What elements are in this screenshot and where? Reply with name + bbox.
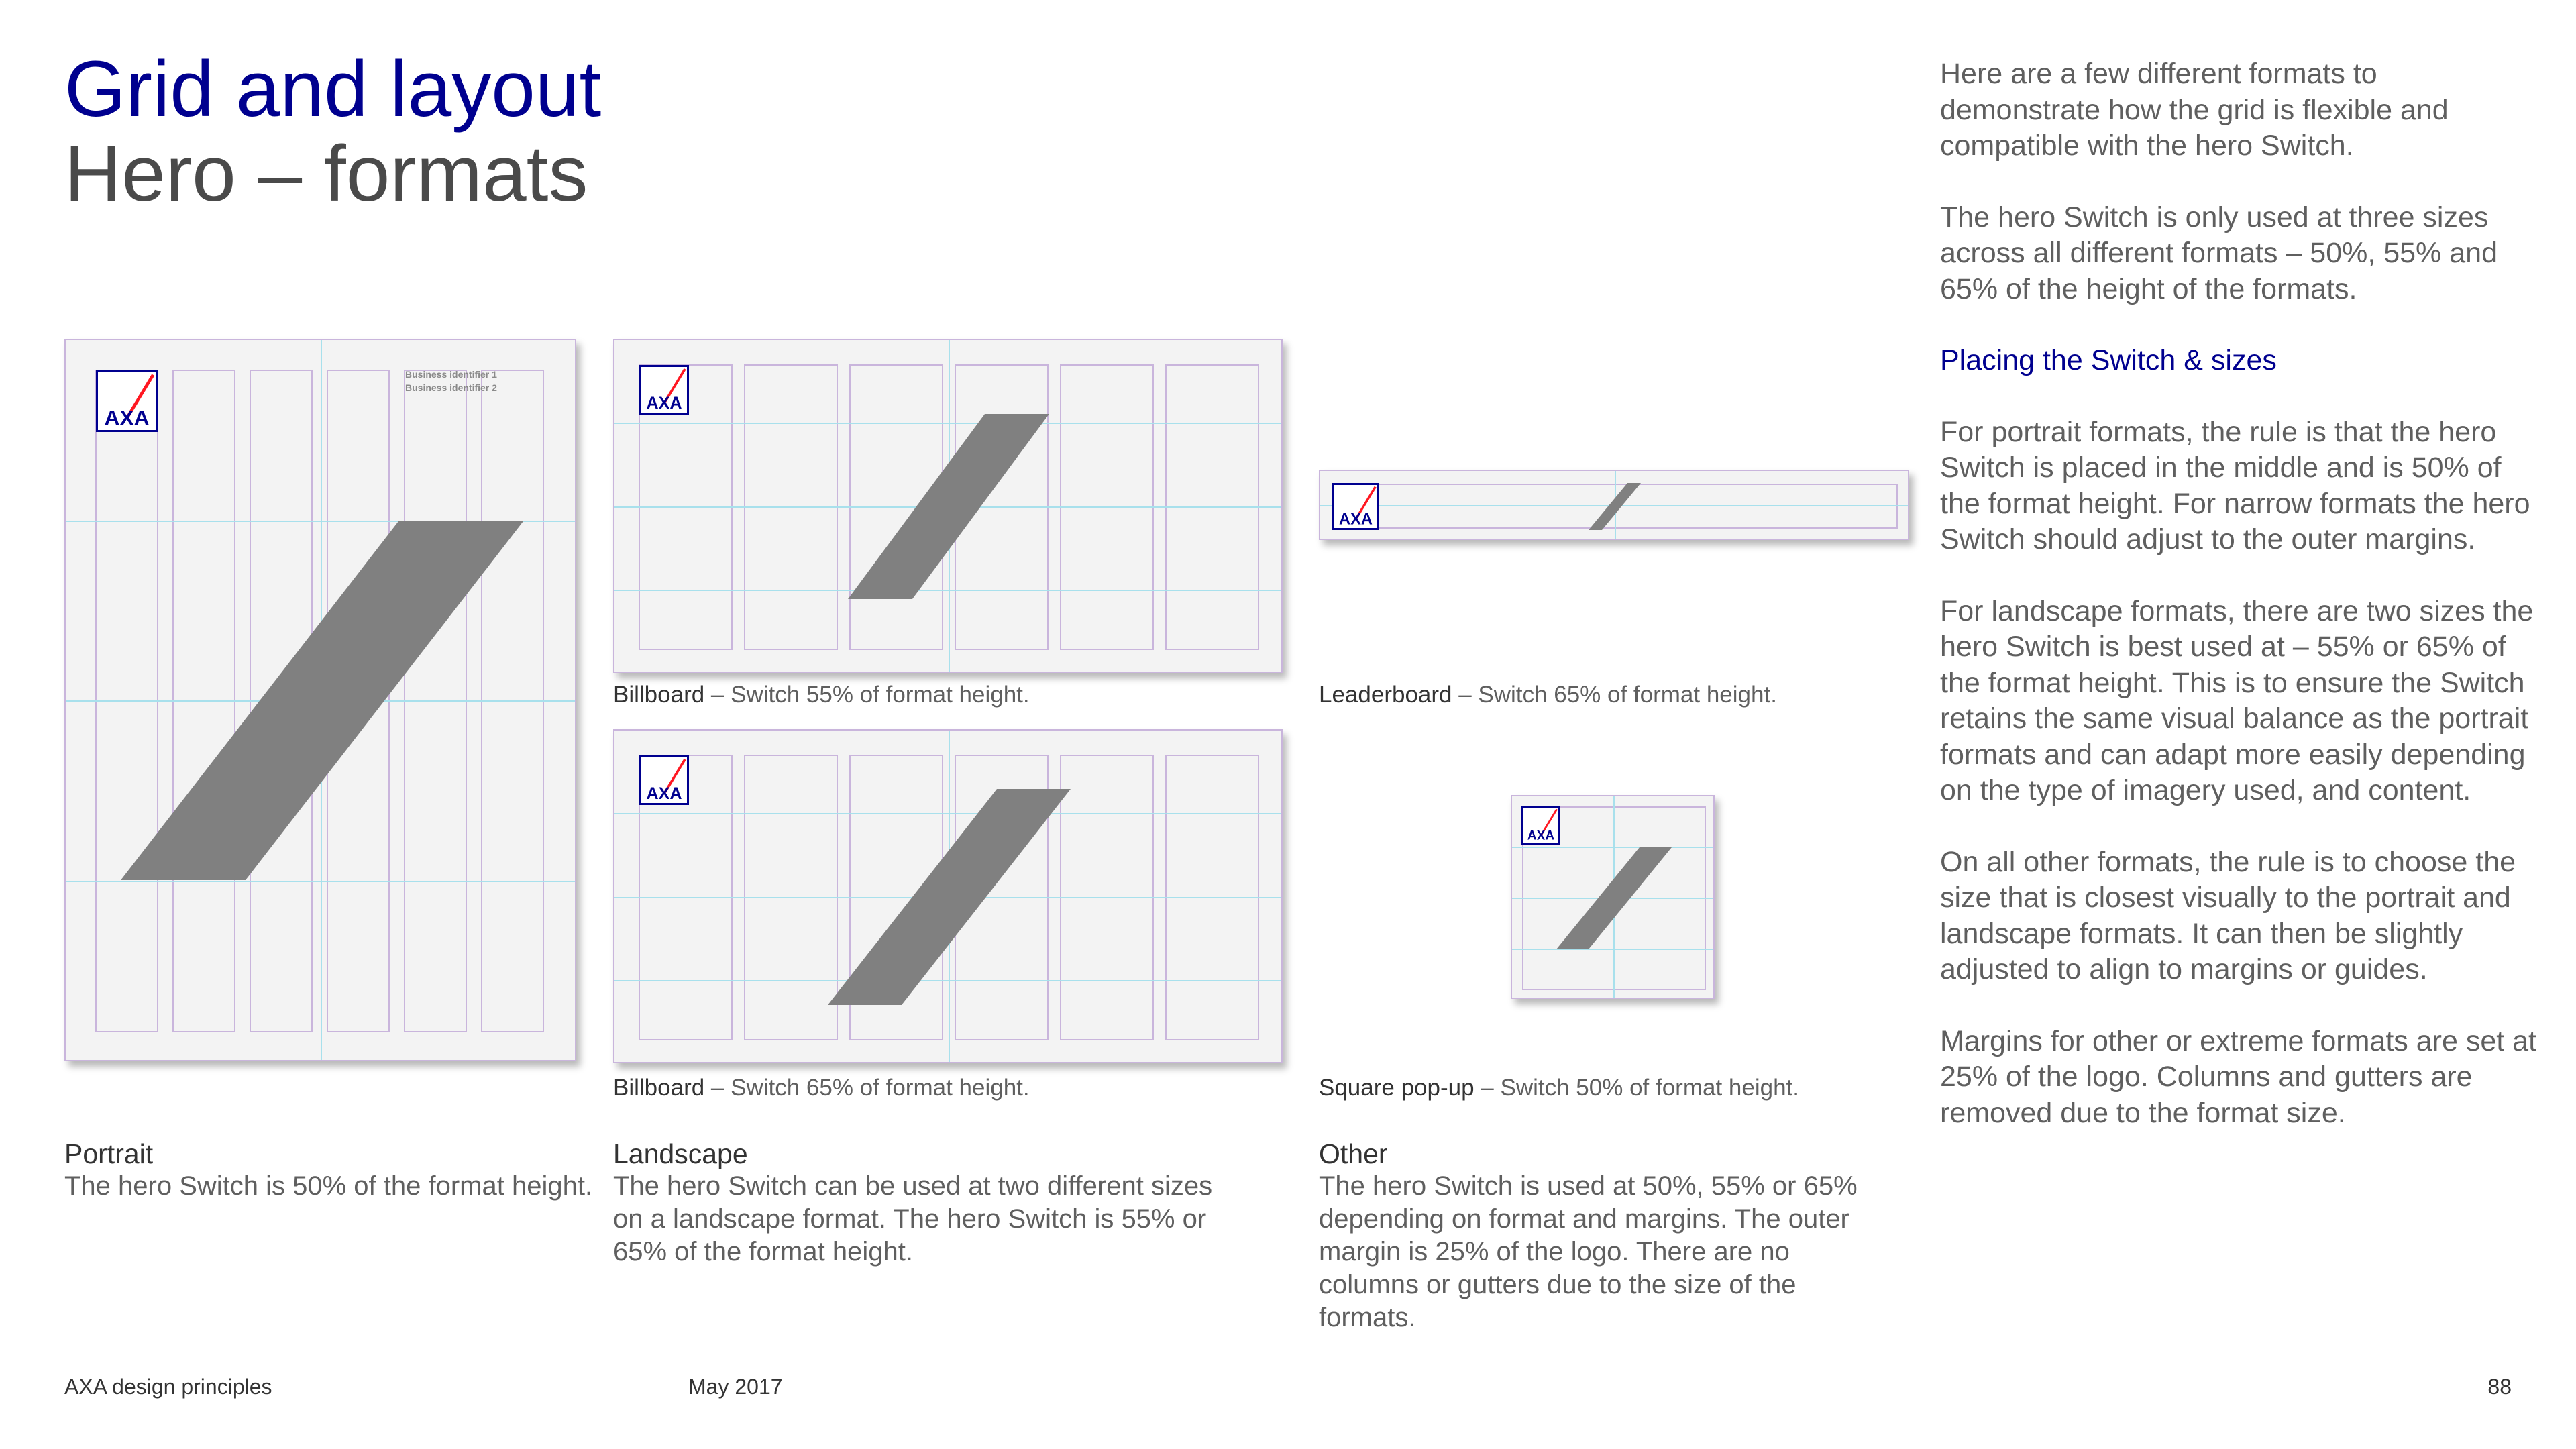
sidebar-heading: Placing the Switch & sizes xyxy=(1940,344,2277,376)
leaderboard-caption xyxy=(1319,682,1777,708)
caption-desc: – Switch 50% of format height. xyxy=(1474,1075,1799,1101)
sidebar-sizes: The hero Switch is only used at three sizes across all different formats – 50%, 55% and 65% of the height of the formats. xyxy=(1940,201,2498,305)
portrait-grid xyxy=(66,340,576,1061)
leaderboard-format xyxy=(1319,470,1909,540)
landscape-section-title: Landscape xyxy=(613,1138,748,1169)
svg-text:AXA: AXA xyxy=(646,784,682,803)
caption-name: Square pop-up xyxy=(1319,1075,1474,1101)
axa-logo-mark xyxy=(641,367,687,413)
billboard-65-format xyxy=(613,729,1283,1063)
other-section-body: The hero Switch is used at 50%, 55% or 65% depending on format and margins. The outer margin is 25% of the logo. There are no columns or gutters due to the size of the formats. xyxy=(1319,1171,1858,1332)
axa-logo xyxy=(1332,483,1379,530)
caption-name: Billboard xyxy=(613,1075,705,1101)
sidebar-landscape-rule: For landscape formats, there are two sizes the hero Switch is best used at – 55% or 65% of the format height. This is to ensure the Switch retains the same visual balance as the portrait formats and can adapt more easily depending on the type of imagery used, and content. xyxy=(1940,594,2534,806)
portrait-section-body: The hero Switch is 50% of the format height. xyxy=(64,1171,593,1201)
axa-logo xyxy=(639,755,689,805)
page-number: 88 xyxy=(2487,1375,2512,1399)
portrait-format xyxy=(64,339,576,1061)
landscape-section-body: The hero Switch can be used at two different sizes on a landscape format. The hero Switch is 55% or 65% of the format height. xyxy=(613,1171,1213,1267)
business-identifier-2: Business identifier 2 xyxy=(405,382,497,393)
axa-logo xyxy=(1521,806,1560,845)
svg-text:AXA: AXA xyxy=(1339,511,1373,528)
billboard-55-caption xyxy=(613,682,1030,708)
axa-logo-mark xyxy=(98,372,156,430)
axa-logo xyxy=(639,365,689,415)
other-section-title: Other xyxy=(1319,1138,1388,1169)
axa-logo-mark xyxy=(1334,485,1377,528)
square-caption xyxy=(1319,1075,1799,1102)
business-identifier-1: Business identifier 1 xyxy=(405,369,497,380)
caption-name: Leaderboard xyxy=(1319,682,1452,708)
leaderboard-grid xyxy=(1320,471,1909,540)
billboard-55-format xyxy=(613,339,1283,673)
svg-text:AXA: AXA xyxy=(104,405,150,430)
axa-logo-mark xyxy=(1523,808,1558,843)
sidebar-intro: Here are a few different formats to demonstrate how the grid is flexible and compatible with the hero Switch. xyxy=(1940,58,2449,162)
sidebar-portrait-rule: For portrait formats, the rule is that the hero Switch is placed in the middle and is 50% of the format height. For narrow formats the hero Switch should adjust to the outer margins. xyxy=(1940,415,2530,555)
axa-logo-mark xyxy=(641,757,687,803)
sidebar-text xyxy=(1940,56,2544,1167)
page-title: Grid and layout xyxy=(64,45,602,133)
page-subtitle: Hero – formats xyxy=(64,129,588,218)
sidebar-other-rule: On all other formats, the rule is to choose the size that is closest visually to the portrait and landscape formats. It can then be slightly adjusted to align to margins or guides. xyxy=(1940,845,2516,985)
sidebar-margins-rule: Margins for other or extreme formats are set at 25% of the logo. Columns and gutters are removed due to the format size. xyxy=(1940,1024,2536,1129)
billboard-65-grid xyxy=(614,731,1283,1063)
svg-text:AXA: AXA xyxy=(646,394,682,413)
billboard-55-grid xyxy=(614,340,1283,673)
billboard-65-caption xyxy=(613,1075,1030,1102)
axa-logo xyxy=(96,370,158,432)
caption-desc: – Switch 65% of format height. xyxy=(1452,682,1777,708)
footer-title: AXA design principles xyxy=(64,1375,272,1399)
caption-desc: – Switch 55% of format height. xyxy=(704,682,1030,708)
caption-desc: – Switch 65% of format height. xyxy=(704,1075,1030,1101)
svg-text:AXA: AXA xyxy=(1527,828,1555,843)
portrait-section-title: Portrait xyxy=(64,1138,154,1169)
square-popup-format xyxy=(1511,795,1715,999)
footer-date: May 2017 xyxy=(688,1375,783,1399)
caption-name: Billboard xyxy=(613,682,705,708)
